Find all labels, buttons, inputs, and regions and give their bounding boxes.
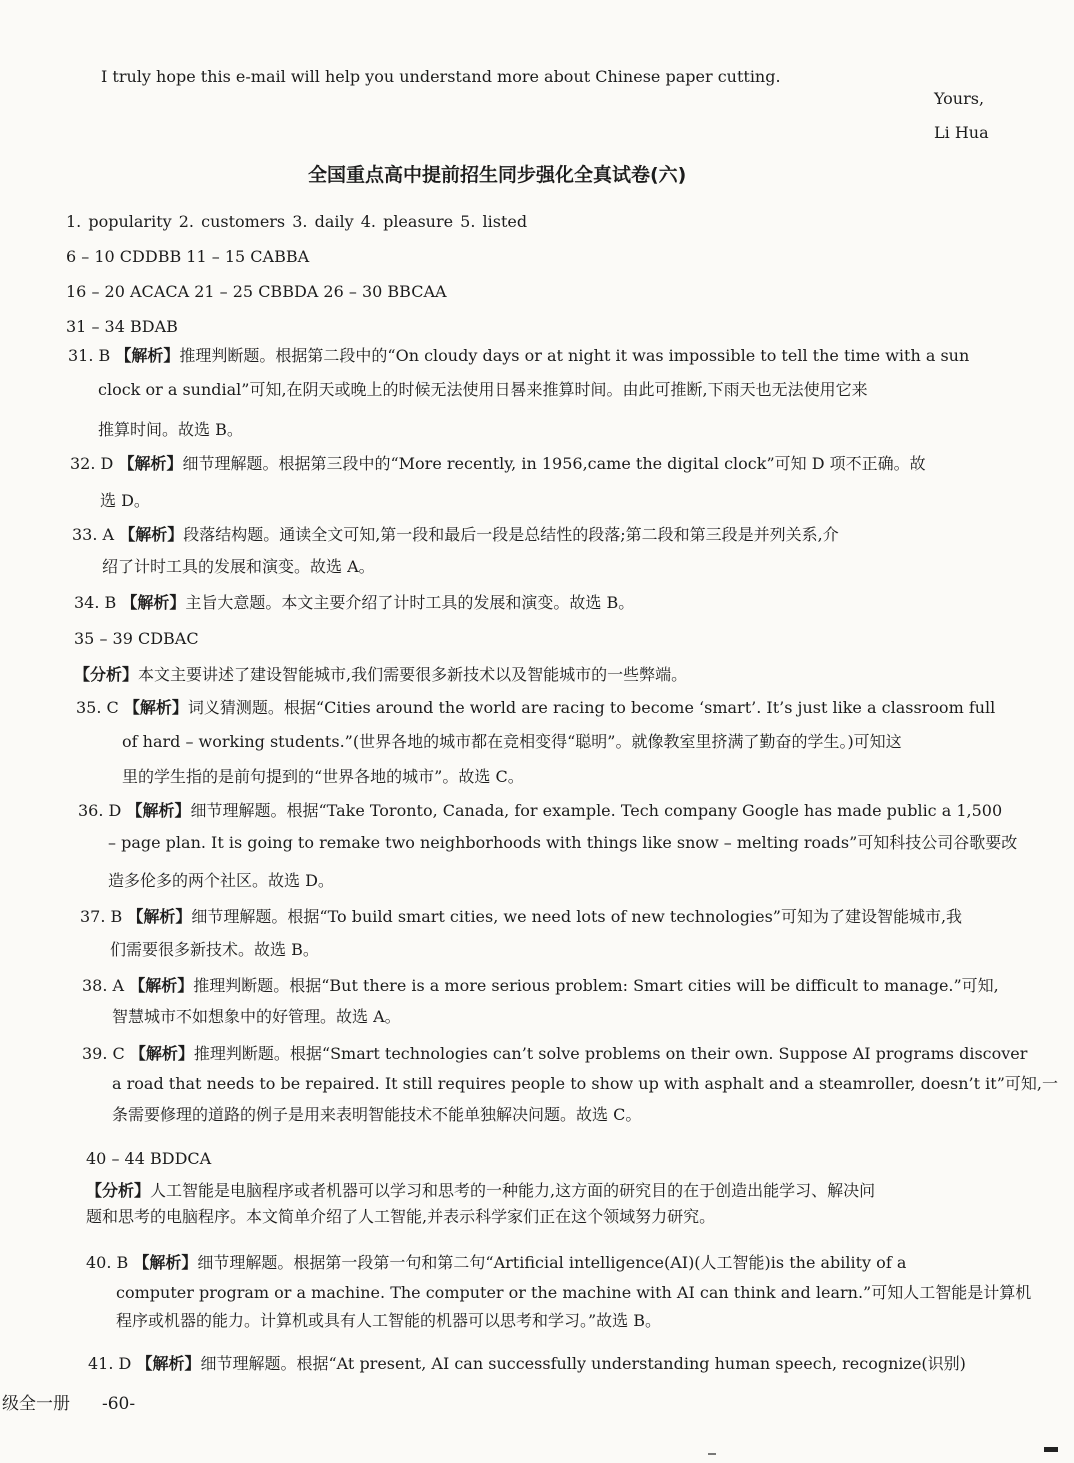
summary-tag: 【分析】 [86, 1181, 151, 1200]
analysis-tag: 【解析】 [136, 1354, 201, 1373]
question-number: 36. D [78, 801, 122, 820]
explanation-text: 词义猜测题。根据“Cities around the world are racing to become ‘smart’. It’s just like a classroom full [187, 698, 996, 717]
explanation-37-line2: 们需要很多新技术。故选 B。 [110, 940, 319, 959]
explanation-33-line1 [72, 524, 839, 546]
analysis-tag: 【解析】 [119, 525, 184, 544]
question-number: 37. B [80, 907, 123, 926]
explanation-32-line2: 选 D。 [100, 491, 150, 510]
question-number: 40. B [86, 1253, 129, 1272]
explanation-33-line2: 绍了计时工具的发展和演变。故选 A。 [102, 557, 375, 576]
explanation-34-line1 [74, 592, 634, 614]
analysis-tag: 【解析】 [133, 1253, 198, 1272]
explanation-38-line1 [82, 975, 999, 997]
explanation-37-line1 [80, 906, 962, 928]
question-number: 34. B [74, 593, 117, 612]
explanation-text: 主旨大意题。本文主要介绍了计时工具的发展和演变。故选 B。 [185, 593, 635, 612]
explanation-36-line1 [78, 800, 1002, 822]
question-number: 33. A [72, 525, 115, 544]
question-number: 31. B [68, 346, 111, 365]
summary-text: 人工智能是电脑程序或者机器可以学习和思考的一种能力,这方面的研究目的在于创造出能学习、解决问 [150, 1181, 876, 1200]
explanation-text: 推理判断题。根据“Smart technologies can’t solve problems on their own. Suppose AI programs discover [193, 1044, 1028, 1063]
letter-closing: I truly hope this e-mail will help you understand more about Chinese paper cutting. [101, 67, 781, 86]
explanation-39-line1 [82, 1043, 1027, 1065]
explanation-text: 细节理解题。根据“Take Toronto, Canada, for example. Tech company Google has made public a 1,500 [190, 801, 1003, 820]
explanation-31-line3: 推算时间。故选 B。 [98, 420, 243, 439]
answers-40-44: 40 – 44 BDDCA [86, 1149, 212, 1168]
analysis-tag: 【解析】 [123, 698, 188, 717]
answers-35-39: 35 – 39 CDBAC [74, 629, 199, 648]
explanation-38-line2: 智慧城市不如想象中的好管理。故选 A。 [112, 1007, 401, 1026]
explanation-36-line2: – page plan. It is going to remake two neighborhoods with things like snow – melting roads”可知科技公司谷歌要改 [108, 833, 1018, 852]
question-number: 39. C [82, 1044, 125, 1063]
footer-page-number: -60- [102, 1394, 136, 1414]
letter-sign-off: Yours, [934, 89, 985, 108]
explanation-41-line1 [88, 1353, 966, 1375]
explanation-text: 细节理解题。根据“To build smart cities, we need lots of new technologies”可知为了建设智能城市,我 [191, 907, 963, 926]
summary-tag: 【分析】 [74, 665, 139, 684]
summary-40-44-line2: 题和思考的电脑程序。本文简单介绍了人工智能,并表示科学家们正在这个领域努力研究。 [86, 1207, 716, 1226]
explanation-text: 推理判断题。根据“But there is a more serious problem: Smart cities will be difficult to manage.”可知, [193, 976, 999, 995]
question-number: 38. A [82, 976, 125, 995]
explanation-35-line1 [76, 697, 995, 719]
explanation-35-line3: 里的学生指的是前句提到的“世界各地的城市”。故选 C。 [122, 767, 524, 786]
analysis-tag: 【解析】 [126, 801, 191, 820]
analysis-tag: 【解析】 [127, 907, 192, 926]
summary-40-44-line1 [86, 1180, 875, 1202]
section-title: 全国重点高中提前招生同步强化全真试卷(六) [308, 164, 687, 186]
explanation-39-line2: a road that needs to be repaired. It still requires people to show up with asphalt and a steamroller, doesn’t it”可知,一 [112, 1074, 1058, 1093]
analysis-tag: 【解析】 [129, 976, 194, 995]
explanation-text: 推理判断题。根据第二段中的“On cloudy days or at night it was impossible to tell the time with a sun [179, 346, 970, 365]
explanation-36-line3: 造多伦多的两个社区。故选 D。 [108, 871, 334, 890]
explanation-40-line2: computer program or a machine. The computer or the machine with AI can think and learn.”可知人工智能是计算机 [116, 1283, 1032, 1302]
explanation-35-line2: of hard – working students.”(世界各地的城市都在竞相变得“聪明”。就像教室里挤满了勤奋的学生。)可知这 [122, 732, 902, 751]
analysis-tag: 【解析】 [129, 1044, 194, 1063]
letter-signature: Li Hua [934, 123, 989, 142]
answers-16-30: 16 – 20 ACACA 21 – 25 CBBDA 26 – 30 BBCAA [66, 282, 447, 301]
explanation-39-line3: 条需要修理的道路的例子是用来表明智能技术不能单独解决问题。故选 C。 [112, 1105, 642, 1124]
summary-text: 本文主要讲述了建设智能城市,我们需要很多新技术以及智能城市的一些弊端。 [138, 665, 688, 684]
analysis-tag: 【解析】 [118, 454, 183, 473]
question-number: 35. C [76, 698, 119, 717]
explanation-31-line1 [68, 345, 969, 367]
answers-31-34: 31 – 34 BDAB [66, 317, 178, 336]
analysis-tag: 【解析】 [121, 593, 186, 612]
explanation-40-line1 [86, 1252, 906, 1274]
question-number: 41. D [88, 1354, 132, 1373]
explanation-text: 细节理解题。根据第一段第一句和第二句“Artificial intelligence(AI)(人工智能)is the ability of a [197, 1253, 907, 1272]
explanation-text: 细节理解题。根据第三段中的“More recently, in 1956,came the digital clock”可知 D 项不正确。故 [182, 454, 926, 473]
scan-mark [708, 1453, 716, 1455]
analysis-tag: 【解析】 [115, 346, 180, 365]
explanation-31-line2: clock or a sundial”可知,在阴天或晚上的时候无法使用日晷来推算时间。由此可推断,下雨天也无法使用它来 [98, 380, 868, 399]
explanation-40-line3: 程序或机器的能力。计算机或具有人工智能的机器可以思考和学习。”故选 B。 [116, 1311, 662, 1330]
answers-6-15: 6 – 10 CDDBB 11 – 15 CABBA [66, 247, 310, 266]
answers-fill-in: 1. popularity 2. customers 3. daily 4. pleasure 5. listed [66, 212, 528, 231]
summary-35-39 [74, 664, 687, 686]
scan-mark [1044, 1447, 1058, 1452]
explanation-32-line1 [70, 453, 926, 475]
footer-grade: 级全一册 [2, 1394, 70, 1414]
question-number: 32. D [70, 454, 114, 473]
explanation-text: 段落结构题。通读全文可知,第一段和最后一段是总结性的段落;第二段和第三段是并列关系,介 [183, 525, 839, 544]
explanation-text: 细节理解题。根据“At present, AI can successfully understanding human speech, recognize(识别) [200, 1354, 966, 1373]
